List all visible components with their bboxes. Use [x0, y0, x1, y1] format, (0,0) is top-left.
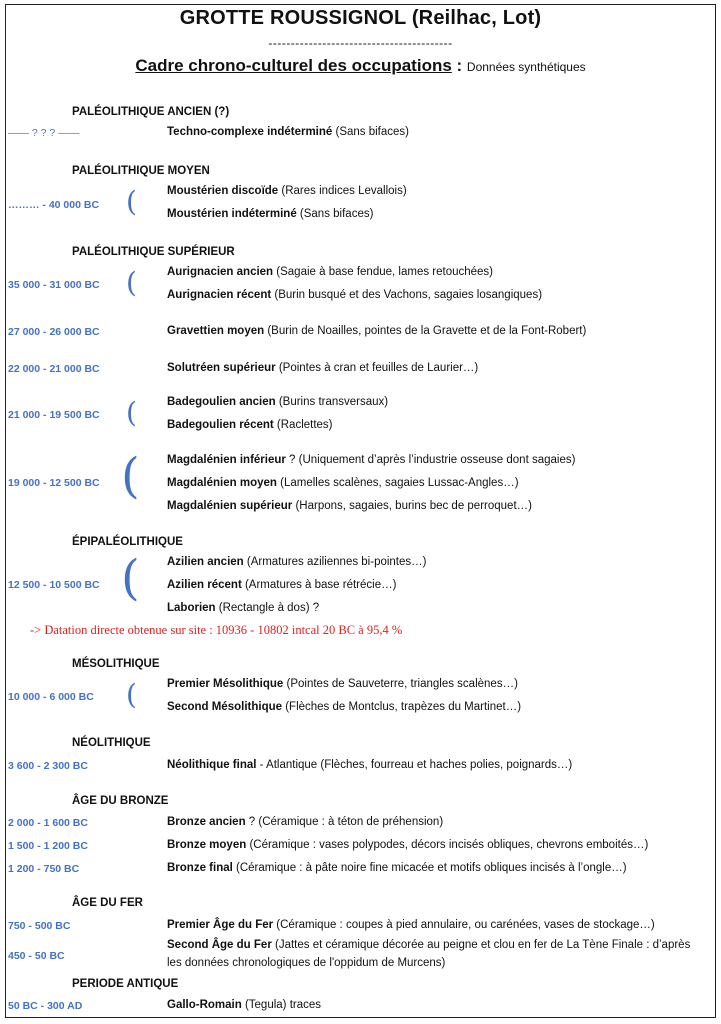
date-bronze-ancien: 2 000 - 1 600 BC: [8, 817, 88, 829]
entry-detail: (Raclettes): [273, 419, 333, 431]
entry-name: Techno-complexe indéterminé: [167, 126, 333, 138]
entry: [167, 862, 627, 874]
date-epipaleo: 12 500 - 10 500 BC: [8, 579, 100, 591]
entry-detail: (Pointes de Sauveterre, triangles scalènes…): [283, 678, 518, 690]
entry-name: Gravettien moyen: [167, 325, 265, 337]
bracket-icon: (: [121, 448, 140, 504]
entry-detail: (Burin busqué et des Vachons, sagaies losangiques): [271, 289, 543, 301]
entry-name: Moustérien indéterminé: [167, 208, 297, 220]
entry-name: Badegoulien récent: [167, 419, 274, 431]
entry-name: Bronze moyen: [167, 839, 247, 851]
entry-detail: (Lamelles scalènes, sagaies Lussac-Angles…): [276, 477, 519, 489]
entry: [167, 362, 478, 374]
entry-name: Néolithique final: [167, 759, 257, 771]
period-title-bronze: ÂGE DU BRONZE: [72, 795, 169, 807]
period-title-paleo-sup: PALÉOLITHIQUE SUPÉRIEUR: [72, 246, 235, 258]
entry-name: Magdalénien supérieur: [167, 500, 293, 512]
bracket-icon: (: [126, 266, 137, 299]
date-fer-second: 450 - 50 BC: [8, 950, 65, 962]
entry-detail: ? (Céramique : à téton de préhension): [245, 816, 444, 828]
date-paleo-moyen: ……… - 40 000 BC: [8, 199, 100, 211]
period-title-meso: MÉSOLITHIQUE: [72, 658, 160, 670]
entry-detail: (Rares indices Levallois): [278, 185, 407, 197]
date-meso: 10 000 - 6 000 BC: [8, 691, 94, 703]
entry-name: Solutréen supérieur: [167, 362, 276, 374]
entry-detail: (Céramique : à pâte noire fine micacée et motifs obliques incisés à l’ongle…): [232, 862, 627, 874]
entry: [167, 208, 373, 220]
entry: [167, 701, 521, 713]
entry-name: Bronze ancien: [167, 816, 246, 828]
dating-note: -> Datation directe obtenue sur site : 10936 - 10802 intcal 20 BC à 95,4 %: [30, 623, 403, 637]
entry-detail: ? (Uniquement d’après l’industrie osseuse dont sagaies): [285, 454, 576, 466]
entry-detail: (Armatures aziliennes bi-pointes…): [243, 556, 427, 568]
entry-name: Badegoulien ancien: [167, 396, 276, 408]
entry: [167, 477, 519, 489]
date-neo: 3 600 - 2 300 BC: [8, 760, 88, 772]
date-solutreen: 22 000 - 21 000 BC: [8, 363, 100, 375]
entry-name: Premier Âge du Fer: [167, 919, 274, 931]
entry: [167, 999, 321, 1011]
date-bronze-final: 1 200 - 750 BC: [8, 863, 80, 875]
subtitle-separator: :: [451, 56, 467, 75]
entry: [167, 936, 707, 972]
entry: [167, 500, 532, 512]
entry-name: Aurignacien récent: [167, 289, 272, 301]
period-title-paleo-ancien: PALÉOLITHIQUE ANCIEN (?): [72, 106, 230, 118]
date-aurignacien: 35 000 - 31 000 BC: [8, 279, 100, 291]
date-paleo-ancien: —— ? ? ? ——: [8, 127, 80, 139]
entry-name: Second Mésolithique: [167, 701, 283, 713]
entry-detail: (Jattes et céramique décorée au peigne et clou en fer de La Tène Finale : d’après les données chronologiques de l'oppidum de Murcens): [167, 939, 691, 969]
entry: [167, 602, 319, 614]
date-magdalenien: 19 000 - 12 500 BC: [8, 477, 100, 489]
entry-detail: (Burin de Noailles, pointes de la Gravette et de la Font-Robert): [264, 325, 587, 337]
page-title: GROTTE ROUSSIGNOL (Reilhac, Lot): [179, 7, 542, 29]
period-title-neo: NÉOLITHIQUE: [72, 737, 151, 749]
entry: [167, 325, 586, 337]
bracket-icon: (: [126, 678, 137, 711]
entry: [167, 579, 396, 591]
entry: [167, 759, 572, 771]
entry: [167, 419, 333, 431]
entry: [167, 185, 407, 197]
entry-detail: (Armatures à base rétrécie…): [241, 579, 397, 591]
page-subtitle: [0, 56, 721, 76]
bracket-icon: (: [121, 550, 140, 606]
date-bronze-moyen: 1 500 - 1 200 BC: [8, 840, 88, 852]
entry: [167, 919, 655, 931]
bracket-icon: (: [126, 185, 137, 218]
date-fer-premier: 750 - 500 BC: [8, 920, 71, 932]
period-title-antique: PERIODE ANTIQUE: [72, 978, 179, 990]
entry-name: Magdalénien inférieur: [167, 454, 286, 466]
entry: [167, 454, 575, 466]
entry-detail: (Flèches de Montclus, trapèzes du Martinet…): [282, 701, 522, 713]
subtitle-rest: Données synthétiques: [466, 60, 586, 74]
entry-detail: (Sagaie à base fendue, lames retouchées): [273, 266, 494, 278]
entry-name: Azilien récent: [167, 579, 242, 591]
period-title-epipaleo: ÉPIPALÉOLITHIQUE: [72, 536, 183, 548]
period-title-paleo-moyen: PALÉOLITHIQUE MOYEN: [72, 165, 210, 177]
entry-detail: (Sans bifaces): [332, 126, 409, 138]
entry-detail: (Pointes à cran et feuilles de Laurier…): [275, 362, 479, 374]
entry-name: Premier Mésolithique: [167, 678, 284, 690]
entry-name: Azilien ancien: [167, 556, 244, 568]
entry-name: Magdalénien moyen: [167, 477, 277, 489]
date-gravettien: 27 000 - 26 000 BC: [8, 326, 100, 338]
subtitle-main: Cadre chrono-culturel des occupations: [135, 56, 452, 75]
entry: [167, 396, 388, 408]
entry-detail: (Harpons, sagaies, burins bec de perroquet…): [292, 500, 532, 512]
entry-detail: (Céramique : coupes à pied annulaire, ou carénées, vases de stockage…): [273, 919, 655, 931]
entry-name: Bronze final: [167, 862, 233, 874]
period-title-fer: ÂGE DU FER: [72, 897, 143, 909]
entry-detail: (Tegula) traces: [241, 999, 322, 1011]
bracket-icon: (: [126, 396, 137, 429]
date-badegoulien: 21 000 - 19 500 BC: [8, 409, 100, 421]
entry: [167, 678, 518, 690]
entry-detail: (Sans bifaces): [296, 208, 374, 220]
entry: [167, 556, 426, 568]
entry-detail: (Burins transversaux): [275, 396, 389, 408]
title-separator: -----------------------------------------: [268, 36, 453, 50]
entry-detail: (Céramique : vases polypodes, décors incisés obliques, chevrons emboités…): [246, 839, 649, 851]
entry: [167, 816, 443, 828]
entry: [167, 126, 409, 138]
entry-detail: (Rectangle à dos) ?: [215, 602, 320, 614]
entry-name: Gallo-Romain: [167, 999, 242, 1011]
entry: [167, 289, 542, 301]
entry-detail: - Atlantique (Flèches, fourreau et haches polies, poignards…): [256, 759, 573, 771]
entry-name: Second Âge du Fer: [167, 939, 272, 951]
entry: [167, 266, 493, 278]
entry: [167, 839, 648, 851]
entry-name: Moustérien discoïde: [167, 185, 279, 197]
entry-name: Laborien: [167, 602, 216, 614]
entry-name: Aurignacien ancien: [167, 266, 274, 278]
date-antique: 50 BC - 300 AD: [8, 1000, 83, 1012]
